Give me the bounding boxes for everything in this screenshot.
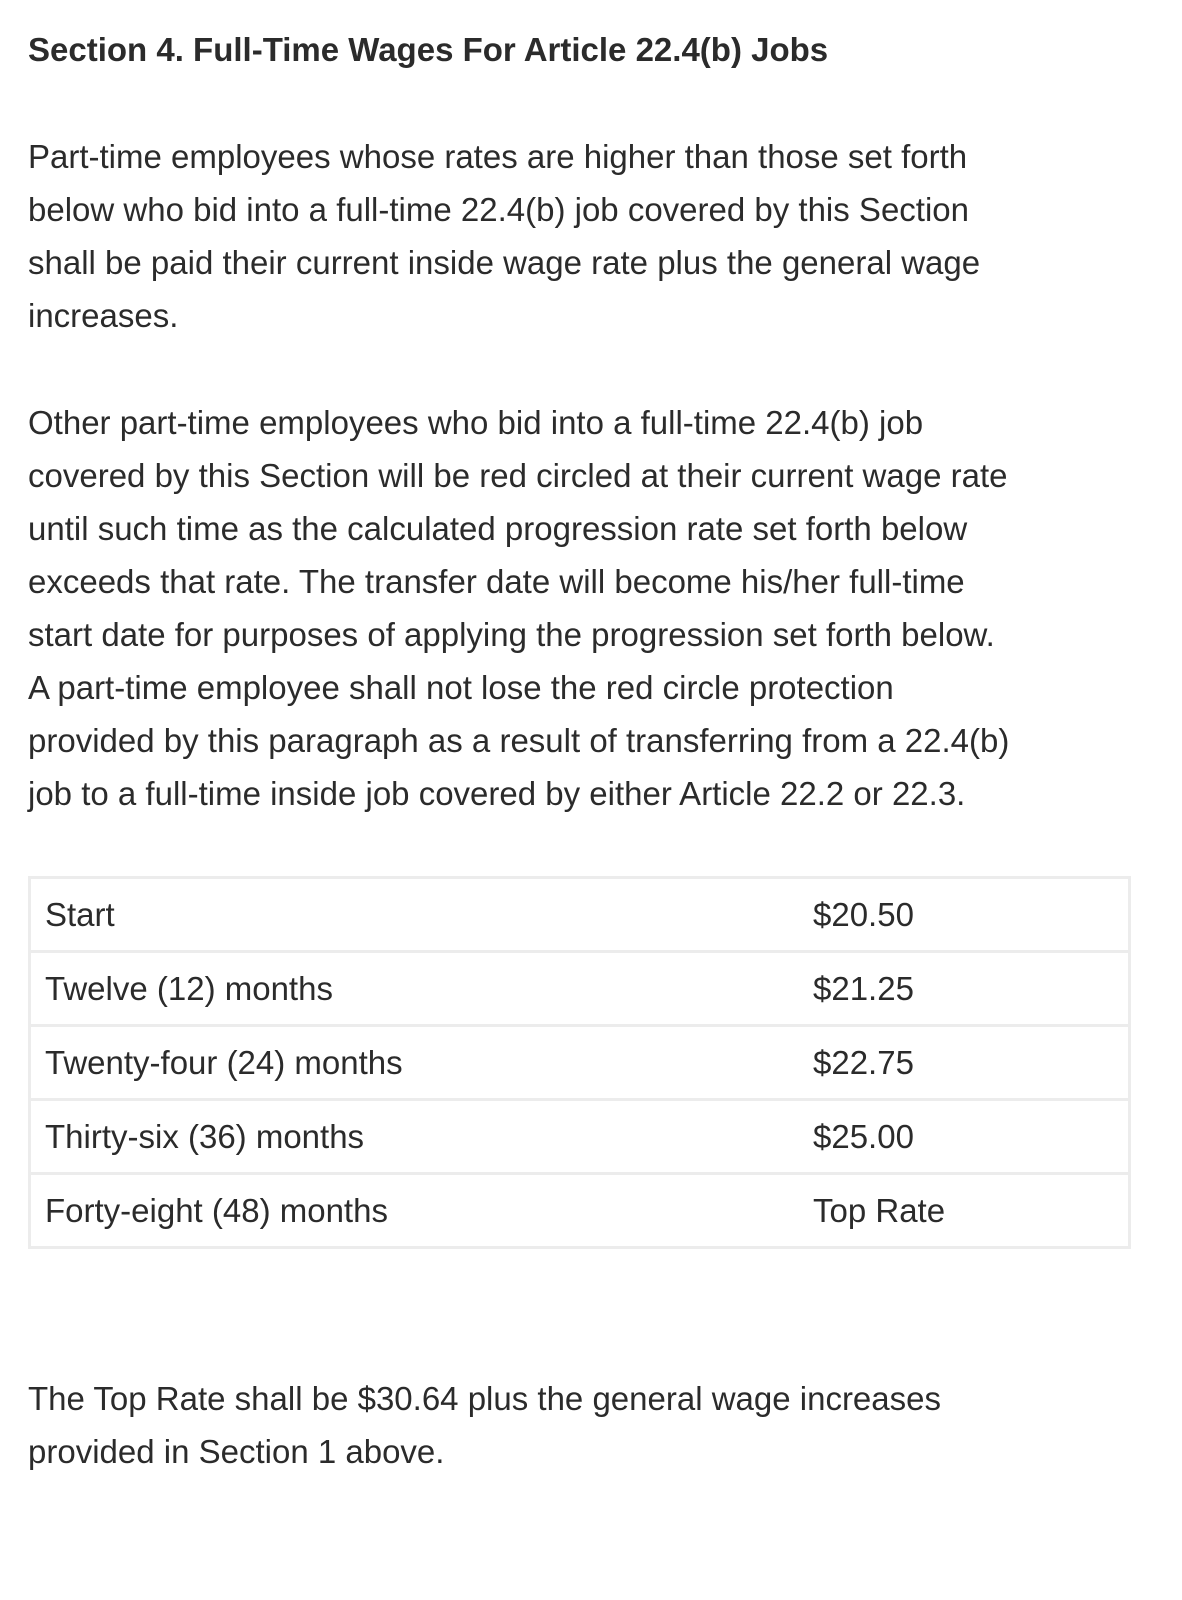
- text-line: exceeds that rate. The transfer date will become his/her full-time: [28, 563, 965, 600]
- text-line: provided in Section 1 above.: [28, 1433, 445, 1470]
- paragraph-part-time-higher-rates: [28, 130, 1128, 342]
- table-row: [30, 952, 1130, 1026]
- text-line: covered by this Section will be red circled at their current wage rate: [28, 457, 1008, 494]
- period-cell: Twenty-four (24) months: [30, 1026, 800, 1100]
- section-title: Section 4. Full-Time Wages For Article 22.4(b) Jobs: [28, 31, 829, 68]
- text-line: Other part-time employees who bid into a full-time 22.4(b) job: [28, 404, 924, 441]
- text-line: shall be paid their current inside wage rate plus the general wage: [28, 244, 981, 281]
- text-line: A part-time employee shall not lose the red circle protection: [28, 669, 894, 706]
- rate-cell: $20.50: [813, 895, 914, 933]
- text-line: The Top Rate shall be $30.64 plus the general wage increases: [28, 1380, 941, 1417]
- text-line: start date for purposes of applying the progression set forth below.: [28, 616, 995, 653]
- text-line: provided by this paragraph as a result of transferring from a 22.4(b): [28, 722, 1010, 759]
- rate-cell: $22.75: [799, 1026, 1130, 1100]
- period-cell: Forty-eight (48) months: [30, 1174, 800, 1248]
- table-row: [30, 1174, 1130, 1248]
- text-line: below who bid into a full-time 22.4(b) job covered by this Section: [28, 191, 969, 228]
- text-line: Part-time employees whose rates are higher than those set forth: [28, 138, 968, 175]
- paragraph-top-rate: [28, 1372, 1128, 1478]
- rate-cell: $21.25: [799, 952, 1130, 1026]
- text-line: job to a full-time inside job covered by either Article 22.2 or 22.3.: [28, 775, 966, 812]
- period-cell: Start: [45, 895, 115, 933]
- rate-cell: Top Rate: [799, 1174, 1130, 1248]
- text-line: until such time as the calculated progression rate set forth below: [28, 510, 968, 547]
- rate-cell: $25.00: [799, 1100, 1130, 1174]
- table-row: [30, 878, 1130, 952]
- period-cell: Thirty-six (36) months: [30, 1100, 800, 1174]
- table-row: [30, 1026, 1130, 1100]
- text-line: increases.: [28, 297, 179, 334]
- table-row: [30, 1100, 1130, 1174]
- period-cell: Twelve (12) months: [30, 952, 800, 1026]
- paragraph-red-circle: [28, 396, 1128, 820]
- wage-progression-table: [28, 876, 1131, 1249]
